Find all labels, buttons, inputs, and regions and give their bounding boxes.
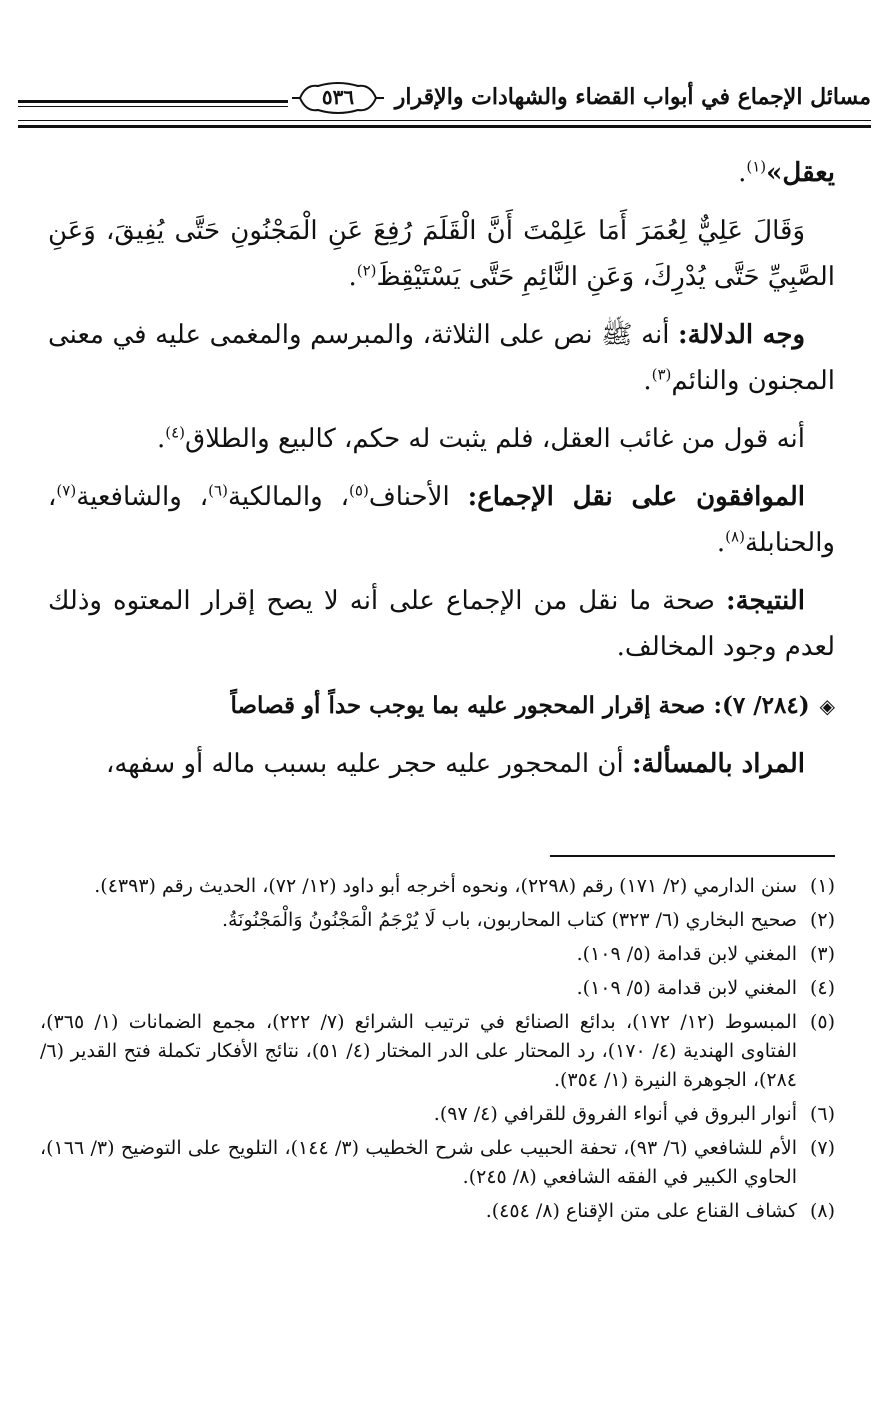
section-label: النتيجة: [725,586,805,616]
footnote-text: الأم للشافعي (٦/ ٩٣)، تحفة الحبيب على شرح الخطيب (٣/ ١٤٤)، التلويح على التوضيح (٣/ ١٦٦)، الحاوي الكبير في الفقه الشافعي (٨/ ٢٤٥). [40,1137,797,1188]
footnote-ref: (١) [746,157,767,176]
text-run: ، والحنابلة [48,482,835,558]
footnote-ref: (٢) [356,261,377,280]
section-label: المراد بالمسألة: [631,749,805,779]
paragraph [48,741,835,787]
header-rule [18,120,871,121]
footnote [40,974,835,1003]
running-title: مسائل الإجماع في أبواب القضاء والشهادات والإقرار [394,84,871,110]
section-label: وجه الدلالة: [678,320,806,350]
section-label: الموافقون على نقل الإجماع: [467,482,806,512]
footnote-text: صحيح البخاري (٦/ ٣٢٣) كتاب المحاربون، باب لَا يُرْجَمُ الْمَجْنُونُ وَالْمَجْنُونَةُ. [221,909,797,931]
header-rule [18,100,288,103]
footnotes [40,872,835,1231]
footnote-text: سنن الدارمي (٢/ ١٧١) رقم (٢٢٩٨)، ونحوه أخرجه أبو داود (١٢/ ٧٢)، الحديث رقم (٤٣٩٣). [94,875,797,897]
header-rule [18,106,288,107]
text-run: ، والمالكية [227,482,350,512]
text-run: صحة ما نقل من الإجماع على أنه لا يصح إقرار المعتوه وذلك لعدم وجود المخالف. [48,586,835,662]
footnote-ref: (٥) [349,481,369,500]
footnote-text: كشاف القناع على متن الإقناع (٨/ ٤٥٤). [485,1200,797,1222]
text-run: يعقل» [766,158,835,188]
paragraph [48,578,835,670]
paragraph: يعقل»$^{(١)}$. [738,157,835,188]
main-text [48,150,835,787]
footnote [40,872,835,901]
footnote-number: (٦) [809,1103,835,1125]
footnote-ref: (٦) [208,481,228,500]
issue-heading [48,682,835,729]
text-run: ، والشافعية [76,482,209,512]
footnote [40,940,835,969]
paragraph: أنه قول من غائب العقل، فلم يثبت له حكم، كالبيع والطلاق$^{(٤)}$. [156,423,805,454]
footnote [40,1008,835,1095]
text-run: أنه ﷺ نص على الثلاثة، والمبرسم والمغمى عليه في معنى المجنون والنائم [48,320,835,396]
footnote [40,1134,835,1192]
footnote [40,1197,835,1226]
text-run: الأحناف [368,482,450,512]
page-number: ٥٣٦ [321,85,355,109]
text-run: أن المحجور عليه حجر عليه بسبب ماله أو سفهه، [105,749,624,779]
footnote-ref: (٣) [651,365,672,384]
footnote-text: أنوار البروق في أنواء الفروق للقرافي (٤/ ٩٧). [433,1103,797,1125]
page-number-frame [288,78,388,118]
footnote-number: (٧) [809,1137,835,1159]
footnote-number: (٨) [809,1200,835,1222]
footnote-number: (٤) [809,977,835,999]
page-header [18,78,871,130]
paragraph: الموافقون على نقل الإجماع: الأحناف$^{(٥)}$، والمالكية$^{(٦)}$، والشافعية$^{(٧)}$، والحنابلة$^{(٨)}$. [48,481,835,558]
footnote-text: المبسوط (١٢/ ١٧٢)، بدائع الصنائع في ترتيب الشرائع (٧/ ٢٢٢)، مجمع الضمانات (١/ ٣٦٥)، الفتاوى الهندية (٤/ ١٧٠)، رد المحتار على الدر المختار (٤/ ٥١)، نتائج الأفكار تكملة فتح القدير (٦/ ٢٨٤)، الجوهرة النيرة (١/ ٣٥٤). [40,1011,797,1091]
header-rule [18,125,871,128]
diamond-bullet-icon: ◈ [819,694,835,718]
footnote-number: (١) [809,875,835,897]
issue-number: (٢٨٤/ ٧): [713,692,810,719]
footnote [40,906,835,935]
text-run: أنه قول من غائب العقل، فلم يثبت له حكم، كالبيع والطلاق [185,424,805,454]
footnote-separator [550,855,835,857]
footnote-ref: (٨) [725,527,745,546]
quote-text: وَقَالَ عَلِيٌّ لِعُمَرَ أَمَا عَلِمْتَ أَنَّ الْقَلَمَ رُفِعَ عَنِ الْمَجْنُونِ حَتَّى يُفِيقَ، وَعَنِ الصَّبِيِّ حَتَّى يُدْرِكَ، وَعَنِ النَّائِمِ حَتَّى يَسْتَيْقِظَ [48,216,835,292]
footnote [40,1100,835,1129]
footnote-ref: (٤) [165,423,186,442]
footnote-ref: (٧) [56,481,77,500]
footnote-number: (٢) [809,909,835,931]
footnote-text: المغني لابن قدامة (٥/ ١٠٩). [576,943,797,965]
footnote-number: (٣) [809,943,835,965]
footnote-number: (٥) [809,1011,835,1033]
issue-title: صحة إقرار المحجور عليه بما يوجب حداً أو قصاصاً [230,692,706,719]
paragraph: وجه الدلالة: أنه ﷺ نص على الثلاثة، والمبرسم والمغمى عليه في معنى المجنون والنائم$^{(٣)}$. [48,320,835,396]
paragraph: وَقَالَ عَلِيٌّ لِعُمَرَ أَمَا عَلِمْتَ أَنَّ الْقَلَمَ رُفِعَ عَنِ الْمَجْنُونِ حَتَّى يُفِيقَ، وَعَنِ الصَّبِيِّ حَتَّى يُدْرِكَ، وَعَنِ النَّائِمِ حَتَّى يَسْتَيْقِظَ$^{(٢)}$. [48,216,835,292]
footnote-text: المغني لابن قدامة (٥/ ١٠٩). [576,977,797,999]
